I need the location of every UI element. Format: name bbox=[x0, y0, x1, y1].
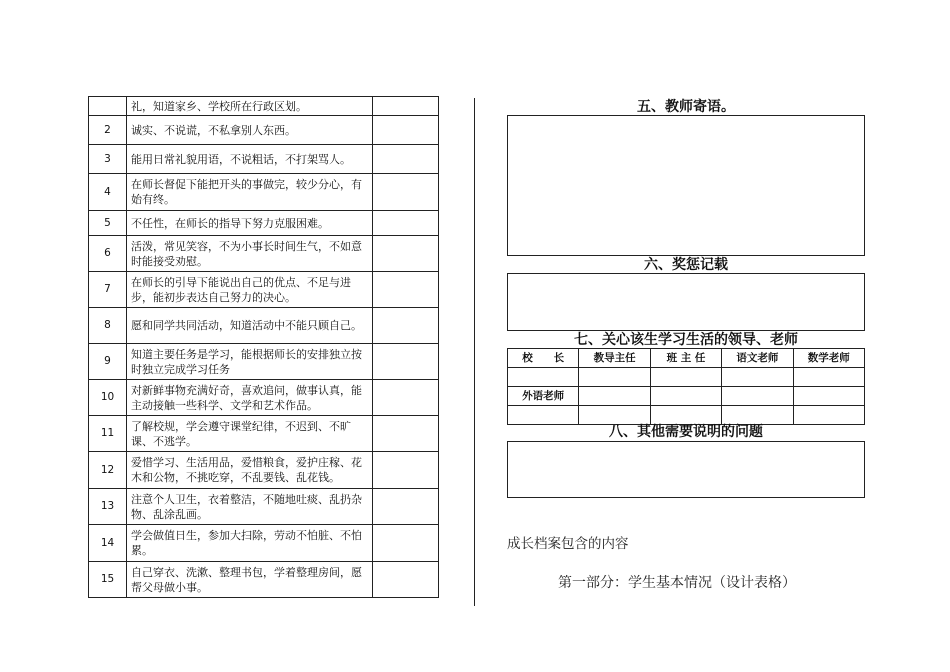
table-row bbox=[89, 116, 439, 145]
row-assessment-cell[interactable] bbox=[373, 116, 439, 145]
table-row bbox=[508, 368, 865, 387]
row-number: 3 bbox=[89, 145, 127, 174]
row-number: 5 bbox=[89, 211, 127, 236]
table-row bbox=[89, 380, 439, 416]
row-number: 4 bbox=[89, 174, 127, 211]
cell[interactable] bbox=[650, 387, 721, 406]
row-criterion: 活泼，常见笑容，不为小事长时间生气，不如意时能接受劝慰。 bbox=[127, 236, 373, 272]
row-number: 11 bbox=[89, 416, 127, 452]
row-assessment-cell[interactable] bbox=[373, 145, 439, 174]
table-row bbox=[89, 211, 439, 236]
row-assessment-cell[interactable] bbox=[373, 211, 439, 236]
row-criterion: 自己穿衣、洗漱、整理书包，学着整理房间，愿帮父母做小事。 bbox=[127, 562, 373, 598]
cell[interactable] bbox=[579, 387, 650, 406]
cell[interactable] bbox=[793, 368, 864, 387]
row-assessment-cell[interactable] bbox=[373, 562, 439, 598]
table-row bbox=[89, 97, 439, 116]
table-row bbox=[89, 308, 439, 344]
row-assessment-cell[interactable] bbox=[373, 489, 439, 525]
row-number: 2 bbox=[89, 116, 127, 145]
cell[interactable] bbox=[508, 406, 579, 425]
table-row bbox=[89, 525, 439, 562]
header-cell-foreign-language-teacher: 外语老师 bbox=[508, 387, 579, 406]
cell[interactable] bbox=[722, 368, 793, 387]
row-number: 10 bbox=[89, 380, 127, 416]
cell[interactable] bbox=[793, 387, 864, 406]
row-criterion: 愿和同学共同活动，知道活动中不能只顾自己。 bbox=[127, 308, 373, 344]
table-row bbox=[508, 349, 865, 368]
row-assessment-cell[interactable] bbox=[373, 272, 439, 308]
row-assessment-cell[interactable] bbox=[373, 525, 439, 562]
header-cell-dean: 教导主任 bbox=[579, 349, 650, 368]
rewards-heading: 六、奖惩记载 bbox=[644, 257, 728, 273]
header-cell-principal: 校 长 bbox=[508, 349, 579, 368]
row-criterion: 注意个人卫生，衣着整洁，不随地吐痰、乱扔杂物、乱涂乱画。 bbox=[127, 489, 373, 525]
teacher-message-box[interactable] bbox=[507, 115, 865, 256]
row-number: 15 bbox=[89, 562, 127, 598]
row-number: 8 bbox=[89, 308, 127, 344]
row-criterion: 礼，知道家乡、学校所在行政区划。 bbox=[127, 97, 373, 116]
row-assessment-cell[interactable] bbox=[373, 236, 439, 272]
row-assessment-cell[interactable] bbox=[373, 452, 439, 489]
table-row bbox=[89, 452, 439, 489]
other-issues-box[interactable] bbox=[507, 441, 865, 498]
archive-contents-text: 成长档案包含的内容 bbox=[507, 536, 629, 552]
row-criterion: 知道主要任务是学习，能根据师长的安排独立按时独立完成学习任务 bbox=[127, 344, 373, 380]
table-row bbox=[89, 562, 439, 598]
row-number: 9 bbox=[89, 344, 127, 380]
row-number: 13 bbox=[89, 489, 127, 525]
cell[interactable] bbox=[722, 387, 793, 406]
header-cell-chinese-teacher: 语文老师 bbox=[722, 349, 793, 368]
cell[interactable] bbox=[650, 368, 721, 387]
other-issues-heading: 八、其他需要说明的问题 bbox=[609, 424, 763, 440]
table-row bbox=[89, 145, 439, 174]
table-row bbox=[508, 387, 865, 406]
row-criterion: 学会做值日生，参加大扫除，劳动不怕脏、不怕累。 bbox=[127, 525, 373, 562]
row-number: 12 bbox=[89, 452, 127, 489]
checklist-body bbox=[89, 97, 439, 598]
table-row bbox=[89, 272, 439, 308]
table-row bbox=[89, 416, 439, 452]
row-number bbox=[89, 97, 127, 116]
row-assessment-cell[interactable] bbox=[373, 416, 439, 452]
cell[interactable] bbox=[722, 406, 793, 425]
cell[interactable] bbox=[508, 368, 579, 387]
header-cell-math-teacher: 数学老师 bbox=[793, 349, 864, 368]
behavior-checklist-table bbox=[88, 96, 439, 598]
row-criterion: 爱惜学习、生活用品，爱惜粮食，爱护庄稼、花木和公物，不挑吃穿，不乱要钱、乱花钱。 bbox=[127, 452, 373, 489]
row-criterion: 了解校规，学会遵守课堂纪律，不迟到、不旷课、不逃学。 bbox=[127, 416, 373, 452]
cell[interactable] bbox=[579, 406, 650, 425]
header-cell-class-teacher: 班 主 任 bbox=[650, 349, 721, 368]
page-divider bbox=[474, 98, 475, 606]
table-row bbox=[89, 236, 439, 272]
row-assessment-cell[interactable] bbox=[373, 380, 439, 416]
row-assessment-cell[interactable] bbox=[373, 308, 439, 344]
row-assessment-cell[interactable] bbox=[373, 97, 439, 116]
row-criterion: 诚实、不说谎，不私拿别人东西。 bbox=[127, 116, 373, 145]
teacher-message-heading: 五、教师寄语。 bbox=[637, 99, 735, 115]
row-assessment-cell[interactable] bbox=[373, 344, 439, 380]
part-one-text: 第一部分：学生基本情况（设计表格） bbox=[558, 575, 796, 591]
rewards-box[interactable] bbox=[507, 273, 865, 331]
row-number: 7 bbox=[89, 272, 127, 308]
leaders-teachers-table bbox=[507, 348, 865, 425]
row-assessment-cell[interactable] bbox=[373, 174, 439, 211]
table-row bbox=[508, 406, 865, 425]
row-number: 14 bbox=[89, 525, 127, 562]
table-row bbox=[89, 489, 439, 525]
row-criterion: 能用日常礼貌用语，不说粗话，不打架骂人。 bbox=[127, 145, 373, 174]
row-criterion: 在师长的引导下能说出自己的优点、不足与进步，能初步表达自己努力的决心。 bbox=[127, 272, 373, 308]
cell[interactable] bbox=[650, 406, 721, 425]
row-criterion: 不任性，在师长的指导下努力克服困难。 bbox=[127, 211, 373, 236]
table-row bbox=[89, 344, 439, 380]
row-number: 6 bbox=[89, 236, 127, 272]
row-criterion: 在师长督促下能把开头的事做完，较少分心，有始有终。 bbox=[127, 174, 373, 211]
table-row bbox=[89, 174, 439, 211]
cell[interactable] bbox=[579, 368, 650, 387]
row-criterion: 对新鲜事物充满好奇，喜欢追问，做事认真，能主动接触一些科学、文学和艺术作品。 bbox=[127, 380, 373, 416]
leaders-heading: 七、关心该生学习生活的领导、老师 bbox=[574, 332, 798, 348]
cell[interactable] bbox=[793, 406, 864, 425]
